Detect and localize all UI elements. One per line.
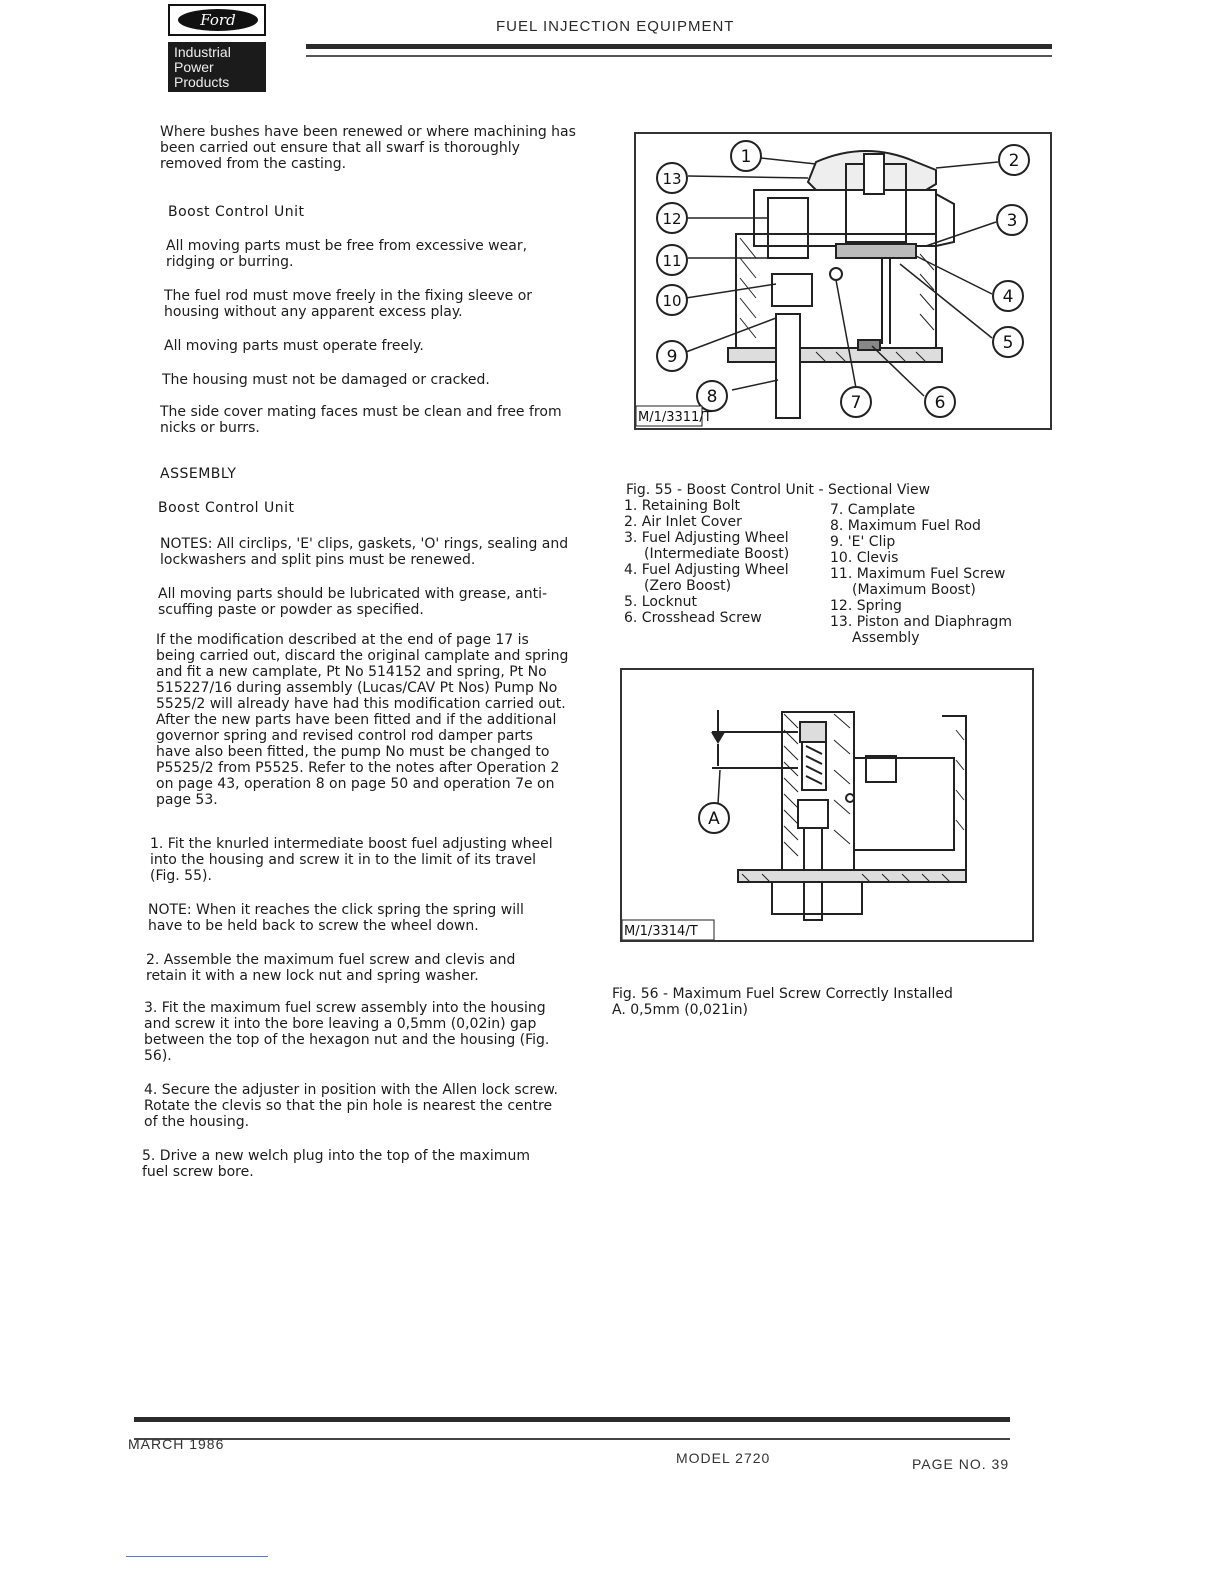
- callout-6: 6: [934, 393, 946, 413]
- callout-5: 5: [1002, 333, 1014, 353]
- callout-3: 3: [1006, 211, 1018, 231]
- figure-56-installation-view: [620, 668, 1034, 942]
- brand-line-2: Power: [174, 59, 214, 75]
- page-title: FUEL INJECTION EQUIPMENT: [496, 18, 735, 35]
- legend-item: 13. Piston and Diaphragm: [830, 614, 1013, 630]
- modification-paragraph: If the modification described at the end of page 17 is being carried out, discard the original camplate and spring and fit a new camplate, Pt No 514152 and spring, Pt No 515227/16 during assembly (Lucas/CAV Pt Nos) Pump No 5525/2 will already have had this modification carried out. After the new parts have been fitted and if the additional governor spring and revised control rod damper parts have also been fitted, the pump No must be changed to P5525/2 from P5525. Refer to the notes after Operation 2 on page 43, operation 8 on page 50 and operation 7e on page 53.: [156, 632, 569, 808]
- footer-page-number: PAGE NO. 39: [912, 1456, 1010, 1472]
- footer-date: MARCH 1986: [128, 1436, 225, 1452]
- legend-item: 4. Fuel Adjusting Wheel: [624, 562, 789, 578]
- note-1: NOTE: When it reaches the click spring the spring will have to be held back to screw the wheel down.: [148, 902, 524, 934]
- figure-55-legend-right: [830, 502, 1012, 646]
- legend-item: 11. Maximum Fuel Screw: [830, 566, 1006, 582]
- header-rule: [306, 44, 1052, 49]
- figure-55-caption: Fig. 55 - Boost Control Unit - Sectional View: [626, 482, 931, 498]
- brand-line-1: Industrial: [174, 44, 231, 60]
- callout-7: 7: [850, 393, 862, 413]
- callout-2: 2: [1008, 151, 1020, 171]
- step-3: 3. Fit the maximum fuel screw assembly into the housing and screw it into the bore leaving a 0,5mm (0,02in) gap between the top of the hexagon nut and the housing (Fig. 56).: [144, 1000, 550, 1064]
- boost-control-unit-diagram: [636, 134, 1050, 428]
- callout-10: 10: [662, 292, 682, 310]
- footer-model: MODEL 2720: [676, 1450, 771, 1466]
- legend-item: 10. Clevis: [830, 550, 899, 566]
- inspection-paragraph-4: The housing must not be damaged or cracked.: [162, 372, 490, 388]
- callout-1: 1: [740, 147, 752, 167]
- legend-item: (Intermediate Boost): [644, 546, 790, 562]
- intro-paragraph: Where bushes have been renewed or where machining has been carried out ensure that all swarf is thoroughly removed from the casting.: [160, 124, 576, 172]
- callout-8: 8: [706, 387, 718, 407]
- figure-56-ref: M/1/3314/T: [624, 924, 698, 939]
- callout-9: 9: [666, 347, 678, 367]
- header-rule-thin: [306, 55, 1052, 57]
- brand-line-3: Products: [174, 74, 230, 90]
- inspection-paragraph-1: All moving parts must be free from excessive wear, ridging or burring.: [166, 238, 528, 270]
- step-2: 2. Assemble the maximum fuel screw and clevis and retain it with a new lock nut and spring washer.: [146, 952, 516, 984]
- callout-4: 4: [1002, 287, 1014, 307]
- step-1: 1. Fit the knurled intermediate boost fuel adjusting wheel into the housing and screw it in to the limit of its travel (Fig. 55).: [150, 836, 553, 884]
- legend-item: (Zero Boost): [644, 578, 732, 594]
- callout-11: 11: [662, 252, 682, 270]
- figure-55-legend-left: [624, 498, 789, 626]
- legend-item: 2. Air Inlet Cover: [624, 514, 742, 530]
- assembly-subheading: Boost Control Unit: [158, 500, 295, 516]
- ford-oval: [168, 4, 266, 36]
- ford-oval-text: Ford: [178, 9, 258, 31]
- figure-55-ref: M/1/3311/T: [638, 410, 712, 425]
- footer-rule-thin: [134, 1438, 1010, 1440]
- footer-rule: [134, 1417, 1010, 1422]
- legend-item: 12. Spring: [830, 598, 902, 614]
- maximum-fuel-screw-diagram: [622, 670, 1032, 940]
- legend-item: 3. Fuel Adjusting Wheel: [624, 530, 789, 546]
- assembly-notes: NOTES: All circlips, 'E' clips, gaskets, 'O' rings, sealing and lockwashers and split pins must be renewed.: [160, 536, 569, 568]
- figure-56-caption: Fig. 56 - Maximum Fuel Screw Correctly Installed: [612, 986, 953, 1002]
- legend-item: 8. Maximum Fuel Rod: [830, 518, 981, 534]
- lubrication-note: All moving parts should be lubricated with grease, anti-scuffing paste or powder as specified.: [158, 586, 548, 618]
- legend-item: 1. Retaining Bolt: [624, 498, 740, 514]
- inspection-paragraph-5: The side cover mating faces must be clean and free from nicks or burrs.: [160, 404, 562, 436]
- figure-56-legend: A. 0,5mm (0,021in): [612, 1002, 748, 1018]
- ford-logo: [168, 4, 266, 90]
- inspection-heading: Boost Control Unit: [168, 204, 305, 220]
- inspection-paragraph-3: All moving parts must operate freely.: [164, 338, 424, 354]
- callout-12: 12: [662, 210, 682, 228]
- legend-item: 5. Locknut: [624, 594, 697, 610]
- footer-link-underline: [126, 1556, 268, 1557]
- industrial-power-products-badge: [168, 42, 266, 92]
- legend-item: 9. 'E' Clip: [830, 534, 896, 550]
- inspection-paragraph-2: The fuel rod must move freely in the fixing sleeve or housing without any apparent excess play.: [164, 288, 533, 320]
- legend-item: Assembly: [852, 630, 920, 646]
- legend-item: 7. Camplate: [830, 502, 916, 518]
- legend-item: 6. Crosshead Screw: [624, 610, 762, 626]
- legend-item: (Maximum Boost): [852, 582, 976, 598]
- callout-a: A: [708, 809, 720, 829]
- callout-13: 13: [662, 170, 682, 188]
- figure-55-sectional-view: [634, 132, 1052, 430]
- step-4: 4. Secure the adjuster in position with the Allen lock screw. Rotate the clevis so that the pin hole is nearest the centre of the housing.: [144, 1082, 559, 1130]
- step-5: 5. Drive a new welch plug into the top of the maximum fuel screw bore.: [142, 1148, 530, 1180]
- assembly-heading: ASSEMBLY: [160, 466, 237, 482]
